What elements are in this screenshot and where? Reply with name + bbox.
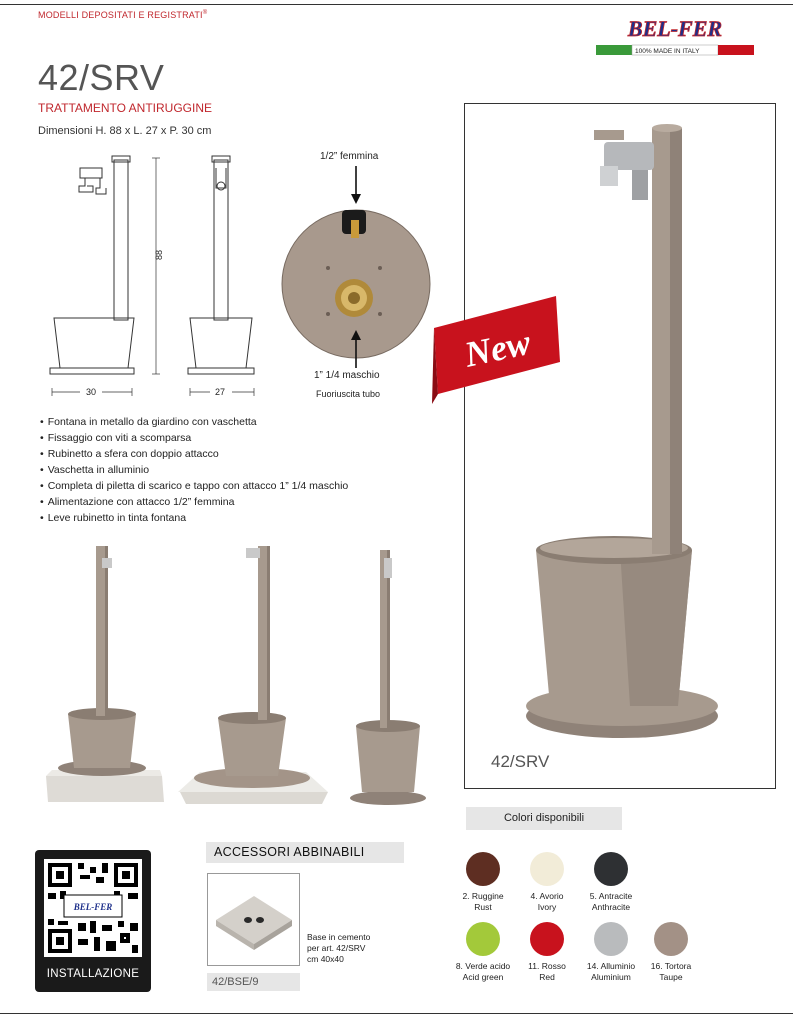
registered-models-note: MODELLI DEPOSITATI E REGISTRATI® [38, 10, 208, 20]
feature-list [40, 414, 348, 526]
variant-photo-3 [350, 550, 426, 805]
accessories-heading: ACCESSORI ABBINABILI [206, 842, 404, 863]
color-label: 5. Antracite Anthracite [589, 891, 633, 912]
svg-text:27: 27 [215, 387, 226, 397]
bottom-rule [0, 1013, 793, 1014]
product-variant-photos [38, 536, 458, 818]
color-swatch-acid-green [466, 922, 500, 956]
feature-item: • Rubinetto a sfera con doppio attacco [40, 446, 348, 462]
color-swatch-red [530, 922, 564, 956]
feature-item: • Fissaggio con viti a scomparsa [40, 430, 348, 446]
top-fitting-label: 1/2” femmina [320, 151, 379, 162]
main-photo-code: 42/SRV [491, 752, 550, 771]
colors-heading: Colori disponibili [466, 807, 622, 830]
installation-label[interactable]: INSTALLAZIONE [46, 968, 140, 980]
color-swatch-anthracite [594, 852, 628, 886]
main-product-photo [470, 110, 770, 750]
qr-code[interactable] [44, 859, 142, 957]
color-swatch-taupe [654, 922, 688, 956]
svg-text:100% MADE IN ITALY: 100% MADE IN ITALY [635, 48, 700, 55]
top-rule [0, 4, 793, 5]
concrete-base-photo [208, 874, 299, 965]
color-swatch-aluminium [594, 922, 628, 956]
color-label: 11. Rosso Red [528, 961, 566, 982]
technical-drawing [40, 150, 280, 400]
new-badge [428, 288, 568, 408]
brand-logo [594, 14, 756, 58]
feature-item: • Leve rubinetto in tinta fontana [40, 510, 348, 526]
product-code: 42/SRV [38, 57, 165, 98]
color-swatch-rust [466, 852, 500, 886]
variant-photo-2 [178, 546, 328, 804]
feature-item: • Vaschetta in alluminio [40, 462, 348, 478]
feature-item: • Alimentazione con attacco 1/2” femmina [40, 494, 348, 510]
outlet-label: Fuoriuscita tubo [316, 389, 381, 399]
variant-photo-1 [46, 546, 164, 802]
svg-text:BEL-FER: BEL-FER [73, 902, 113, 912]
feature-item: • Fontana in metallo da giardino con vaschetta [40, 414, 348, 430]
color-label: 2. Ruggine Rust [462, 891, 504, 912]
color-label: 4. Avorio Ivory [530, 891, 564, 912]
color-label: 8. Verde acido Acid green [455, 961, 511, 982]
svg-text:New: New [461, 321, 534, 375]
bottom-fitting-label: 1” 1/4 maschio [314, 370, 380, 381]
feature-item: • Completa di piletta di scarico e tappo con attacco 1” 1/4 maschio [40, 478, 348, 494]
accessory-description: Base in cemento per art. 42/SRV cm 40x40 [307, 932, 371, 964]
color-swatch-ivory [530, 852, 564, 886]
color-label: 14. Alluminio Aluminium [586, 961, 636, 982]
color-label: 16. Tortora Taupe [650, 961, 692, 982]
svg-text:88: 88 [154, 249, 164, 260]
base-detail-illustration [276, 164, 436, 374]
accessory-code: 42/BSE/9 [207, 973, 300, 991]
svg-text:BEL-FER: BEL-FER [627, 16, 723, 41]
svg-text:30: 30 [86, 387, 97, 397]
dimensions-text: Dimensioni H. 88 x L. 27 x P. 30 cm [38, 125, 212, 137]
qr-code-pattern [44, 859, 142, 957]
accessory-photo-frame [207, 873, 300, 966]
treatment-subtitle: TRATTAMENTO ANTIRUGGINE [38, 101, 213, 115]
